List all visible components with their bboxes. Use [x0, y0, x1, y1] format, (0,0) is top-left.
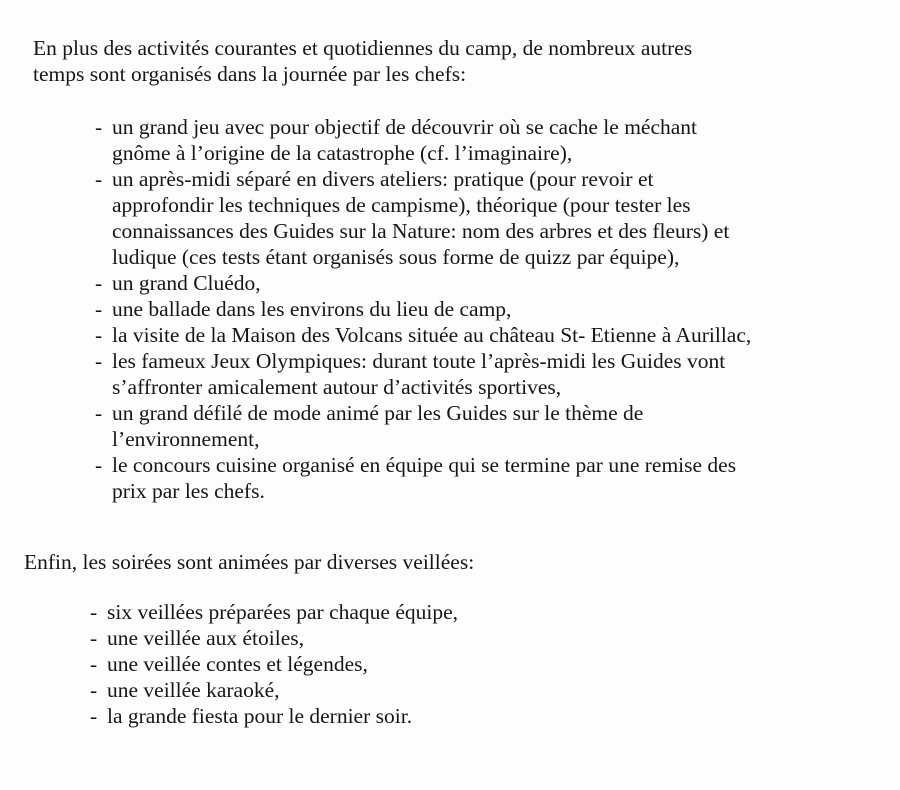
bullet-dash: - [95, 297, 103, 321]
bullet-dash: - [95, 115, 103, 139]
list-item [95, 166, 751, 270]
evenings-list [90, 599, 458, 729]
activities-intro: En plus des activités courantes et quotidiennes du camp, de nombreux autres temps sont organisés dans la journée par les chefs: [33, 36, 693, 86]
list-item-text: les fameux Jeux Olympiques: durant toute l’après-midi les Guides vont s’affronter amicalement autour d’activités sportives, [112, 349, 726, 399]
bullet-dash: - [90, 626, 98, 650]
bullet-dash: - [95, 271, 103, 295]
bullet-dash: - [90, 678, 98, 702]
list-item [95, 400, 751, 452]
list-item [90, 651, 458, 677]
bullet-dash: - [95, 349, 103, 373]
list-item [90, 703, 458, 729]
list-item [95, 270, 751, 296]
list-item [95, 322, 751, 348]
list-item-text: la visite de la Maison des Volcans située au château St- Etienne à Aurillac, [112, 323, 752, 347]
bullet-dash: - [90, 652, 98, 676]
list-item [90, 677, 458, 703]
list-item [95, 348, 751, 400]
list-item-text: un après-midi séparé en divers ateliers: pratique (pour revoir et approfondir les techniques de campisme), théorique (pour tester les connaissances des Guides sur la Nature: nom des arbres et des fleurs) et ludique (ces tests étant organisés sous forme de quizz par équipe), [112, 167, 730, 269]
list-item-text: la grande fiesta pour le dernier soir. [107, 704, 413, 728]
list-item-text: une veillée aux étoiles, [107, 626, 305, 650]
list-item-text: un grand Cluédo, [112, 271, 261, 295]
list-item [95, 452, 751, 504]
bullet-dash: - [90, 600, 98, 624]
bullet-dash: - [95, 401, 103, 425]
list-item [90, 599, 458, 625]
list-item-text: une veillée contes et légendes, [107, 652, 368, 676]
list-item [95, 296, 751, 322]
activities-list [95, 114, 751, 504]
list-item [90, 625, 458, 651]
list-item-text: six veillées préparées par chaque équipe, [107, 600, 459, 624]
bullet-dash: - [95, 167, 103, 191]
list-item-text: un grand jeu avec pour objectif de découvrir où se cache le méchant gnôme à l’origine de la catastrophe (cf. l’imaginaire), [112, 115, 698, 165]
list-item-text: un grand défilé de mode animé par les Guides sur le thème de l’environnement, [112, 401, 644, 451]
bullet-dash: - [95, 453, 103, 477]
list-item-text: une veillée karaoké, [107, 678, 280, 702]
list-item-text: le concours cuisine organisé en équipe qui se termine par une remise des prix par les chefs. [112, 453, 737, 503]
list-item-text: une ballade dans les environs du lieu de camp, [112, 297, 512, 321]
list-item [95, 114, 751, 166]
bullet-dash: - [90, 704, 98, 728]
evenings-intro: Enfin, les soirées sont animées par diverses veillées: [24, 550, 475, 574]
bullet-dash: - [95, 323, 103, 347]
